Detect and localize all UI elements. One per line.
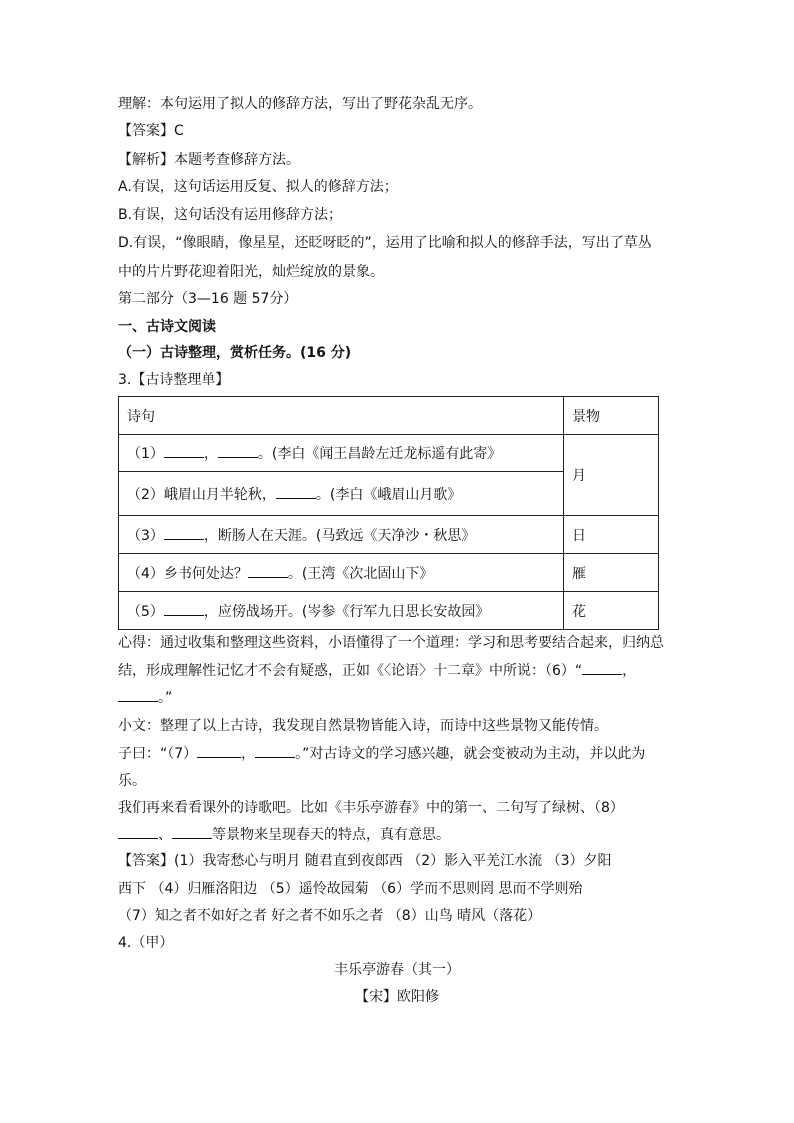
question-3-label: 3.【古诗整理单】 [118,372,230,388]
task-heading: （一）古诗整理，赏析任务。(16 分) [118,345,352,361]
row-text: 。(李白《峨眉山月歌》 [315,486,462,503]
row-text: ，应傍战场开。(岑参《行军九日思长安故园》 [203,603,490,620]
question-4-label: 4.（甲） [118,935,174,951]
blank [197,744,241,758]
table-row [119,592,659,630]
blank [164,602,204,616]
scene-cell-goose: 雁 [564,554,659,592]
row-text: （5） [127,603,164,620]
text: 等景物来呈现春天的特点，真有意思。 [212,827,450,843]
row-text: （3） [127,527,164,544]
blank [164,444,204,458]
extra-poem-line-1: 我们再来看看课外的诗歌吧。比如《丰乐亭游春》中的第一、二句写了绿树、（8） [118,800,624,816]
blank [218,444,258,458]
table-header-row [119,397,659,435]
answer-line-2: 西下 （4）归雁洛阳边 （5）遥怜故园菊 （6）学而不思则罔 思而不学则殆 [118,881,583,897]
xiaowen-line: 小文：整理了以上古诗，我发现自然景物皆能入诗，而诗中这些景物又能传情。 [118,718,608,734]
header-poem: 诗句 [119,397,564,435]
option-a-line: A.有误，这句话运用反复、拟人的修辞方法； [118,179,398,195]
row-text: ，断肠人在天涯。(马致远《天净沙・秋思》 [203,527,476,544]
poem-cell [119,592,564,630]
text-line-analysis: 理解：本句运用了拟人的修辞方法，写出了野花杂乱无序。 [118,96,482,112]
poem-title: 丰乐亭游春（其一） [334,962,460,978]
table-row [119,516,659,554]
blank [582,661,622,675]
option-b-line: B.有误，这句话没有运用修辞方法； [118,207,343,223]
text: 、 [158,827,172,843]
table-row [119,554,659,592]
row-text: 。(王湾《次北固山下》 [287,565,434,582]
row-text: 。(李白《闻王昌龄左迁龙标遥有此寄》 [257,446,502,462]
blank [118,688,158,702]
blank [248,564,288,578]
reflection-line-3 [118,688,172,708]
blank [118,825,158,839]
row-text: ， [203,446,218,462]
option-d-line-2: 中的片片野花迎着阳光，灿烂绽放的景象。 [118,264,384,280]
header-scene: 景物 [564,397,659,435]
row-text: （2）峨眉山月半轮秋， [127,486,276,503]
table-row [119,435,659,472]
confucius-line-2: 乐。 [118,773,146,789]
subsection-heading: 一、古诗文阅读 [118,319,216,335]
answer-line-1: 【答案】(1）我寄愁心与明月 随君直到夜郎西 （2）影入平羌江水流 （3）夕阳 [118,853,612,869]
row-text: （1） [127,446,164,462]
poem-cell [119,472,564,516]
blank [172,825,212,839]
confucius-line [118,744,645,764]
row-text: （4）乡书何处达？ [127,565,248,582]
scene-cell-sun: 日 [564,516,659,554]
scene-cell-moon: 月 [564,435,659,516]
text: ， [241,746,256,762]
scene-cell-flower: 花 [564,592,659,630]
blank [255,744,295,758]
poem-cell [119,435,564,472]
text: 子曰：“（7） [118,746,198,762]
option-d-line: D.有误，“像眼睛，像星星，还眨呀眨的”，运用了比喻和拟人的修辞手法，写出了草丛 [118,235,652,251]
extra-poem-line-2 [118,825,450,845]
answer-line: 【答案】C [118,123,184,139]
blank [276,485,316,499]
text: 结，形成理解性记忆才不会有疑惑，正如《〈论语〉十二章》中所说：（6）“ [118,663,583,679]
text: 。”对古诗文的学习感兴趣，就会变被动为主动，并以此为 [295,746,646,762]
text: 。” [158,690,173,706]
poem-cell [119,554,564,592]
text: ， [622,663,637,679]
reflection-line-2 [118,661,636,681]
blank [164,526,204,540]
reflection-line-1: 心得：通过收集和整理这些资料，小语懂得了一个道理：学习和思考要结合起来，归纳总 [118,635,664,651]
poem-table [118,396,659,630]
poem-cell [119,516,564,554]
answer-line-3: （7）知之者不如好之者 好之者不如乐之者 （8）山鸟 晴风（落花） [118,908,542,924]
poem-author: 【宋】欧阳修 [355,989,439,1005]
explanation-line: 【解析】本题考查修辞方法。 [118,152,300,168]
section-heading: 第二部分（3—16 题 57分） [118,291,298,307]
